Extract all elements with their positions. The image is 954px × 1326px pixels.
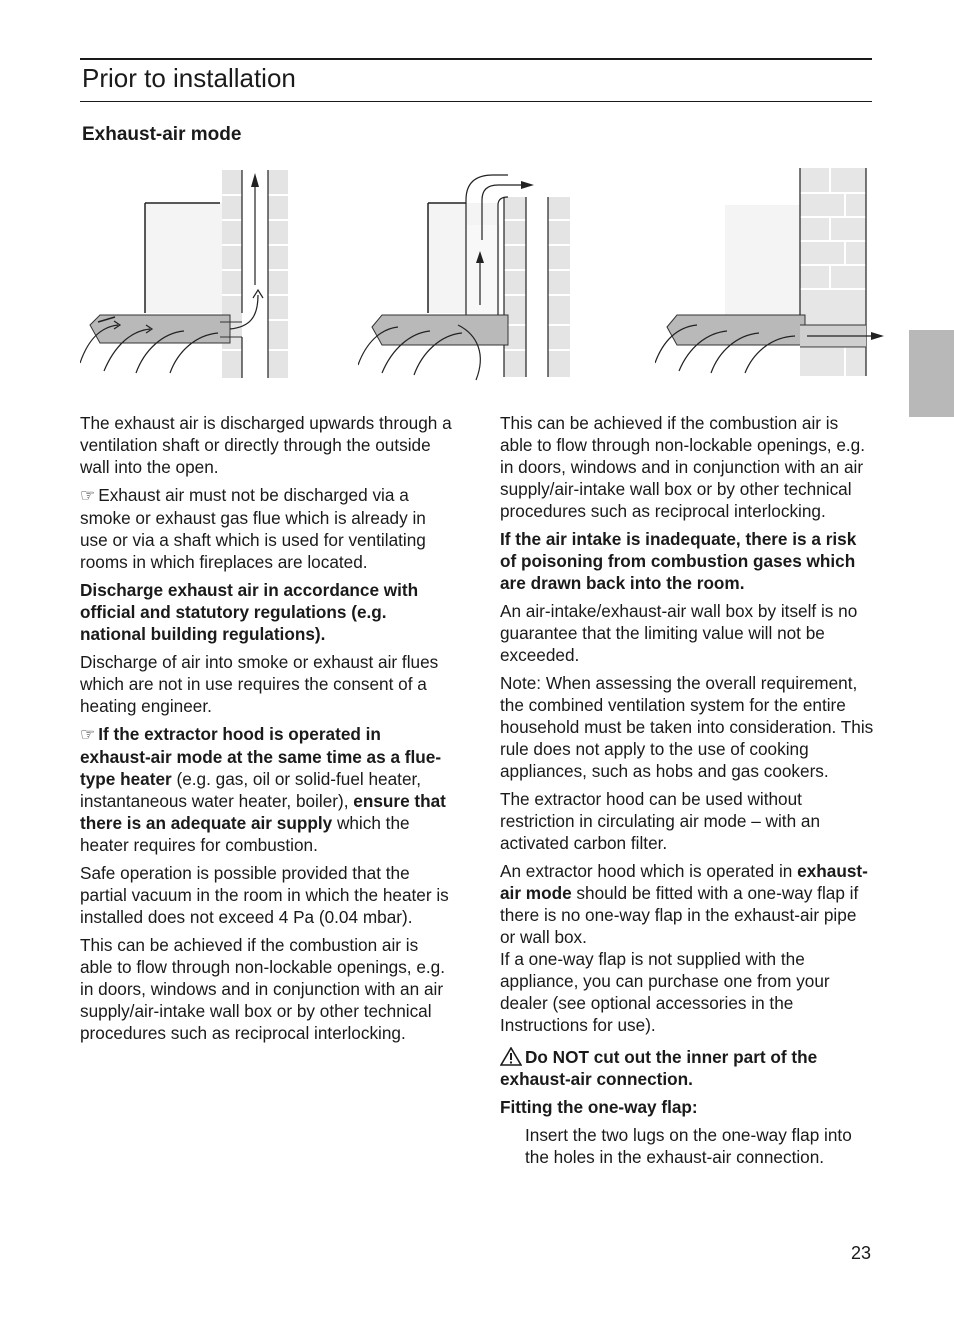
warning-text: Do NOT cut out the inner part of the exhaust-air connection. [500,1047,818,1089]
paragraph: Note: When assessing the overall requirement, the combined ventilation system for the entire household must be taken into consideration. This rule does not apply to the use of cooking appliances, such as hobs and gas cookers. [500,673,874,781]
bold-paragraph: Discharge exhaust air in accordance with official and statutory regulations (e.g. national building regulations). [80,580,419,644]
pointing-hand-icon: ☞ [80,486,96,505]
paragraph: An extractor hood which is operated in exhaust-air mode should be fitted with a one-way flap if there is no one-way flap in the exhaust-air pipe or wall box. [500,861,868,947]
paragraph: This can be achieved if the combustion air is able to flow through non-lockable openings, e.g. in doors, windows and in conjunction with an air supply/air-intake wall box or by other technical procedures such as reciprocal interlocking. [500,413,866,521]
left-column [80,412,455,1050]
section-title: Exhaust-air mode [82,124,242,145]
figure-vertical-shaft [80,165,295,385]
chapter-thumb-tab [909,330,954,417]
fitting-instruction: Insert the two lugs on the one-way flap into the holes in the exhaust-air connection. [525,1125,852,1167]
figure-through-wall [655,165,885,385]
bold-paragraph: If the air intake is inadequate, there is a risk of poisoning from combustion gases which are drawn back into the room. [500,529,857,593]
paragraph: The exhaust air is discharged upwards through a ventilation shaft or directly through the outside wall into the open. [80,413,452,477]
paragraph: The extractor hood can be used without restriction in circulating air mode – with an activated carbon filter. [500,789,821,853]
note-paragraph [80,723,455,856]
right-column [500,412,875,1174]
paragraph: This can be achieved if the combustion air is able to flow through non-lockable openings, e.g. in doors, windows and in conjunction with an air supply/air-intake wall box or by other technical procedures such as reciprocal interlocking. [80,935,446,1043]
note-paragraph [80,484,455,573]
paragraph: If a one-way flap is not supplied with the appliance, you can purchase one from your dealer (see optional accessories in the Instructions for use). [500,949,830,1035]
note-text: Exhaust air must not be discharged via a smoke or exhaust gas flue which is already in use or via a shaft which is used for ventilating rooms in which fireplaces are located. [80,485,426,572]
paragraph: Discharge of air into smoke or exhaust air flues which are not in use requires the consent of a heating engineer. [80,652,439,716]
page-title: Prior to installation [82,63,296,93]
note-bold-text: ensure that there is an adequate air supply [80,791,446,833]
page-number: 23 [851,1243,872,1263]
paragraph: An air-intake/exhaust-air wall box by itself is no guarantee that the limiting value will not be exceeded. [500,601,858,665]
warning-triangle-icon [500,1047,522,1066]
warning-paragraph [500,1046,875,1090]
pointing-hand-icon: ☞ [80,725,96,744]
figure-pipe-upwards [358,165,578,385]
note-text: which the heater requires for combustion. [80,813,410,855]
note-bold-text: If the extractor hood is operated in exhaust-air mode at the same time as a flue-type heater [80,724,442,789]
fitting-title: Fitting the one-way flap: [500,1097,698,1117]
header-rule-bottom [80,101,872,102]
paragraph: Safe operation is possible provided that the partial vacuum in the room in which the heater is installed does not exceed 4 Pa (0.04 mbar). [80,863,449,927]
note-text: (e.g. gas, oil or solid-fuel heater, instantaneous water heater, boiler), [80,769,422,811]
header-rule-top [80,58,872,60]
